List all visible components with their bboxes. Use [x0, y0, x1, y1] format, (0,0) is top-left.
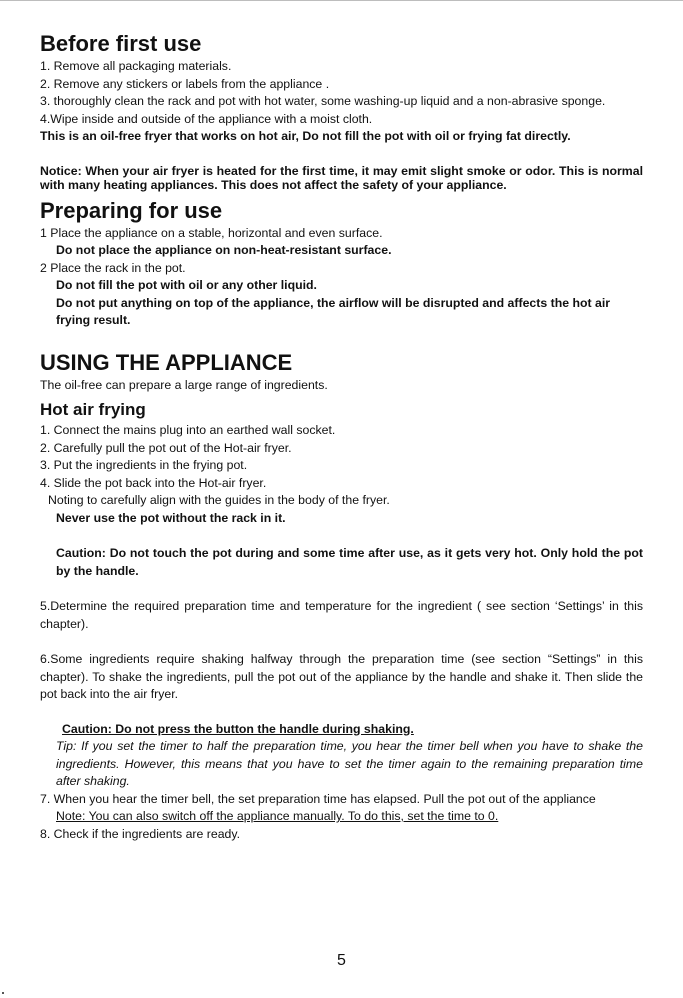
before-item-2: 2. Remove any stickers or labels from the appliance .	[40, 76, 330, 91]
before-item-3: 3. thoroughly clean the rack and pot with hot water, some washing-up liquid and a non-abrasive sponge.	[40, 94, 606, 108]
before-first-use-heading: Before first use	[40, 31, 202, 56]
use-step-4-note: Noting to carefully align with the guides in the body of the fryer.	[48, 493, 390, 507]
shaking-caution: Caution: Do not press the button the handle during shaking.	[62, 721, 414, 736]
preparing-heading: Preparing for use	[40, 197, 223, 223]
prep-step-2: 2 Place the rack in the pot.	[40, 260, 186, 275]
using-heading: USING THE APPLIANCE	[40, 349, 293, 375]
use-step-4: 4. Slide the pot back into the Hot-air fryer.	[40, 475, 267, 490]
use-step-7: 7. When you hear the timer bell, the set preparation time has elapsed. Pull the pot out of the appliance	[40, 791, 596, 806]
before-item-4: 4.Wipe inside and outside of the appliance with a moist cloth.	[40, 111, 373, 126]
manual-page	[40, 30, 643, 843]
page-number: 5	[337, 952, 346, 969]
top-border-line	[0, 0, 683, 1]
use-step-7-note: Note: You can also switch off the appliance manually. To do this, set the time to 0.	[56, 809, 499, 823]
prep-step-1-note: Do not place the appliance on non-heat-resistant surface.	[56, 243, 392, 257]
use-step-8: 8. Check if the ingredients are ready.	[40, 826, 241, 841]
prep-step-2-note-1: Do not fill the pot with oil or any other liquid.	[56, 278, 317, 292]
timer-tip: Tip: If you set the timer to half the preparation time, you hear the timer bell when you have to shake the ingredients. However, this means that you have to set the timer again to the remaining preparation time after shaking.	[56, 739, 643, 788]
use-step-2: 2. Carefully pull the pot out of the Hot-air fryer.	[40, 440, 292, 455]
use-step-5: 5.Determine the required preparation time and temperature for the ingredient ( see section ‘Settings’ in this chapter).	[40, 599, 643, 631]
prep-step-2-note-2: Do not put anything on top of the appliance, the airflow will be disrupted and affects the hot air frying result.	[56, 295, 611, 327]
hot-air-frying-heading: Hot air frying	[40, 400, 146, 419]
before-item-1: 1. Remove all packaging materials.	[40, 59, 232, 73]
hot-pot-caution: Caution: Do not touch the pot during and some time after use, as it gets very hot. Only hold the pot by the handle.	[56, 546, 643, 578]
prep-step-1: 1 Place the appliance on a stable, horizontal and even surface.	[40, 225, 383, 240]
rack-warning: Never use the pot without the rack in it.	[56, 510, 286, 525]
use-step-1: 1. Connect the mains plug into an earthed wall socket.	[40, 423, 336, 437]
first-use-notice: Notice: When your air fryer is heated for the first time, it may emit slight smoke or odor. This is normal with many heating appliances. This does not affect the safety of your appliance.	[40, 163, 643, 192]
use-step-3: 3. Put the ingredients in the frying pot.	[40, 458, 248, 472]
use-step-6: 6.Some ingredients require shaking halfway through the preparation time (see section “Settings” in this chapter). To shake the ingredients, pull the pot out of the appliance by the handle and shake it. Then slide the pot back into the air fryer.	[40, 652, 643, 701]
corner-mark	[2, 992, 4, 994]
using-intro: The oil-free can prepare a large range of ingredients.	[40, 377, 328, 392]
oil-free-warning: This is an oil-free fryer that works on hot air, Do not fill the pot with oil or frying fat directly.	[40, 129, 571, 143]
